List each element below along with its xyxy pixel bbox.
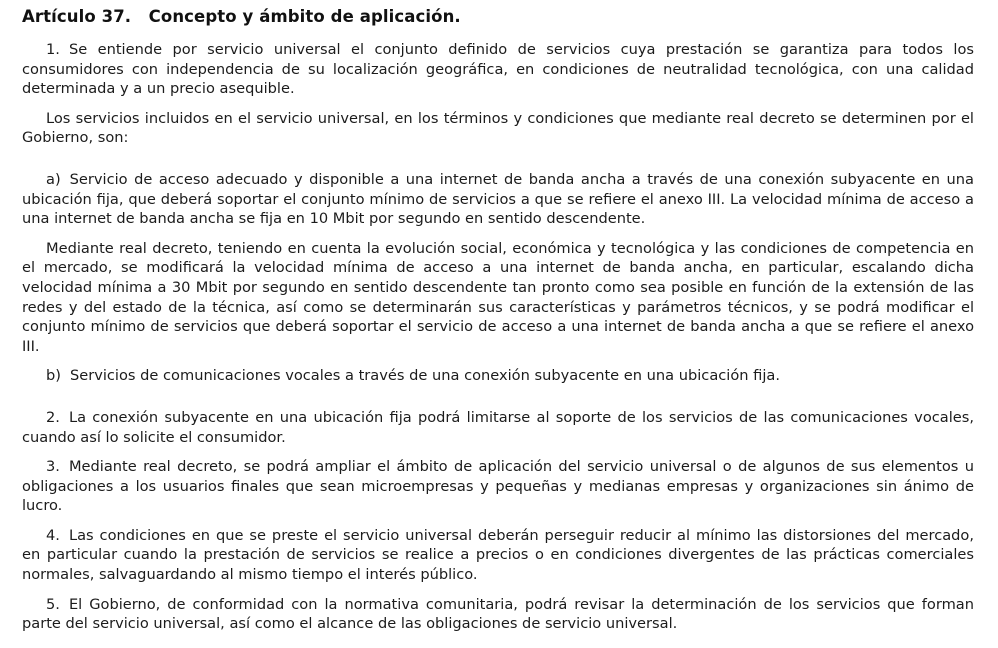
paragraph-text: Servicios de comunicaciones vocales a través de una conexión subyacente en una ubicación fija. (69, 367, 780, 385)
paragraph-1 (22, 40, 974, 99)
article-document (22, 6, 974, 644)
paragraph-text: La conexión subyacente en una ubicación fija podrá limitarse al soporte de los servicios de las comunicaciones vocales, cuando así lo solicite el consumidor. (22, 408, 974, 446)
paragraph-services-intro (22, 109, 974, 148)
paragraph-number: 2. (46, 408, 60, 426)
paragraph-item-a (22, 170, 974, 229)
paragraph-2 (22, 408, 974, 447)
paragraph-4 (22, 526, 974, 585)
paragraph-number: 1. (46, 41, 60, 58)
paragraph-text: Las condiciones en que se preste el servicio universal deberán perseguir reducir al mínimo las distorsiones del mercado, en particular cuando la prestación de servicios se realice a precios o en condiciones divergentes de las prácticas comerciales normales, salvaguardando al mismo tiempo el interés público. (22, 526, 974, 584)
paragraph-item-b (22, 366, 974, 386)
paragraph-text: El Gobierno, de conformidad con la normativa comunitaria, podrá revisar la determinación de los servicios que forman parte del servicio universal, así como el alcance de las obligaciones de servicio universal. (22, 595, 974, 633)
paragraph-number: 4. (46, 526, 60, 544)
paragraph-item-a-decree (22, 239, 974, 357)
article-title: Artículo 37. Concepto y ámbito de aplicación. (22, 7, 461, 26)
paragraph-5 (22, 595, 974, 634)
paragraph-number: a) (46, 170, 61, 188)
paragraph-text: Se entiende por servicio universal el conjunto definido de servicios cuya prestación se garantiza para todos los consumidores con independencia de su localización geográfica, en condiciones de neutralidad tecnológica, con una calidad determinada y a un precio asequible. (22, 41, 974, 98)
paragraph-text: Servicio de acceso adecuado y disponible a una internet de banda ancha a través de una conexión subyacente en una ubicación fija, que deberá soportar el conjunto mínimo de servicios a que se refiere el anexo III. La velocidad mínima de acceso a una internet de banda ancha se fija en 10 Mbit por segundo en sentido descendente. (22, 170, 974, 228)
paragraph-number: 5. (46, 595, 60, 613)
paragraph-text: Mediante real decreto, se podrá ampliar el ámbito de aplicación del servicio universal o de algunos de sus elementos u obligaciones a los usuarios finales que sean microempresas y pequeñas y medianas empresas y organizaciones sin ánimo de lucro. (22, 458, 974, 515)
paragraph-3 (22, 457, 974, 516)
paragraph-text: Mediante real decreto, teniendo en cuenta la evolución social, económica y tecnológica y las condiciones de competencia en el mercado, se modificará la velocidad mínima de acceso a una internet de banda ancha, en particular, escalando dicha velocidad mínima a 30 Mbit por segundo en sentido descendente tan pronto como sea posible en función de la extensión de las redes y del estado de la técnica, así como se determinarán sus características y parámetros técnicos, y se podrá modificar el conjunto mínimo de servicios que deberá soportar el servicio de acceso a una internet de banda ancha a que se refiere el anexo III. (22, 239, 974, 355)
paragraph-number: b) (46, 367, 61, 385)
paragraph-number: 3. (46, 458, 60, 476)
paragraph-text: Los servicios incluidos en el servicio universal, en los términos y condiciones que mediante real decreto se determinen por el Gobierno, son: (22, 109, 974, 147)
